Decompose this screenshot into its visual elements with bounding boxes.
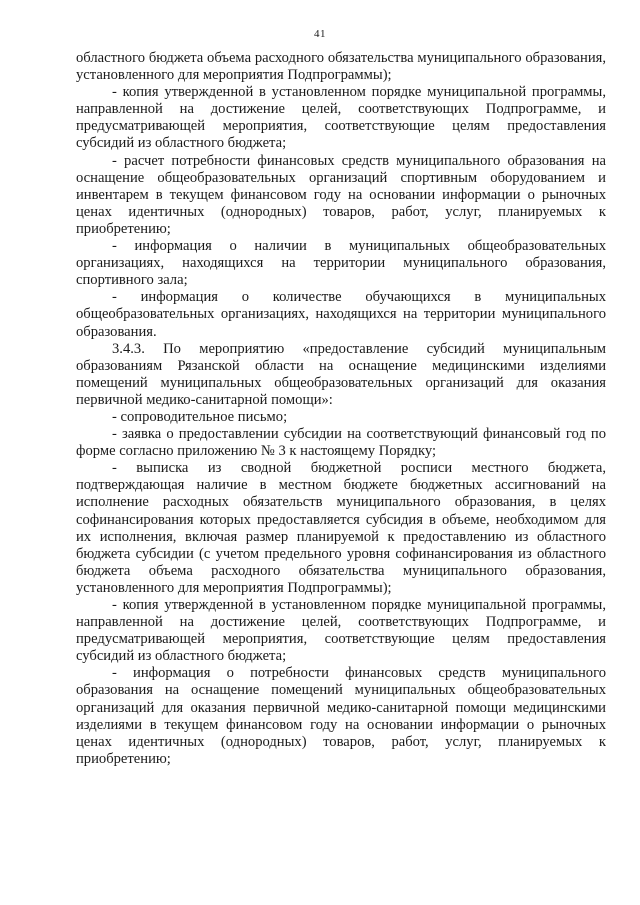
- paragraph: - копия утвержденной в установленном порядке муниципальной программы, направленной на достижение целей, соответствующих Подпрограмме, и предусматривающей мероприятия, соответствующие целям предоставления субсидий из областного бюджета;: [76, 84, 606, 152]
- paragraph: - информация о потребности финансовых средств муниципального образования на оснащение помещений муниципальных общеобразовательных организаций для оказания первичной медико-санитарной помощи медицинскими изделиями в текущем финансовом году на основании информации о рыночных ценах идентичных (однородных) товаров, работ, услуг, планируемых к приобретению;: [76, 665, 606, 767]
- paragraph: - сопроводительное письмо;: [112, 408, 288, 425]
- paragraph: - расчет потребности финансовых средств муниципального образования на оснащение общеобразовательных организаций спортивным оборудованием и инвентарем в текущем финансовом году на основании информации о рыночных ценах идентичных (однородных) товаров, работ, услуг, планируемых к приобретению;: [76, 152, 606, 237]
- paragraph: - выписка из сводной бюджетной росписи местного бюджета, подтверждающая наличие в местном бюджете бюджетных ассигнований на исполнение расходных обязательств муниципального образования, в целях софинансирования которых предоставляется субсидия в объеме, необходимом для их исполнения, включая размер планируемой к предоставлению из областного бюджета субсидии (с учетом предельного уровня софинансирования из областного бюджета объема расходного обязательства муниципального образования, установленного для мероприятия Подпрограммы);: [76, 460, 606, 596]
- page-number: 41: [314, 28, 326, 40]
- paragraph: - информация о наличии в муниципальных общеобразовательных организациях, находящихся на территории муниципального образования, спортивного зала;: [76, 238, 606, 289]
- paragraph: - информация о количестве обучающихся в муниципальных общеобразовательных организациях, находящихся на территории муниципального образования.: [76, 289, 606, 340]
- document-body: [76, 50, 606, 768]
- paragraph: - заявка о предоставлении субсидии на соответствующий финансовый год по форме согласно приложению № 3 к настоящему Порядку;: [76, 426, 606, 460]
- paragraph: областного бюджета объема расходного обязательства муниципального образования, установленного для мероприятия Подпрограммы);: [76, 50, 606, 84]
- paragraph: - копия утвержденной в установленном порядке муниципальной программы, направленной на достижение целей, соответствующих Подпрограмме, и предусматривающей мероприятия, соответствующие целям предоставления субсидий из областного бюджета;: [76, 597, 606, 665]
- paragraph: 3.4.3. По мероприятию «предоставление субсидий муниципальным образованиям Рязанской области на оснащение медицинскими изделиями помещений муниципальных общеобразовательных организаций для оказания первичной медико-санитарной помощи»:: [76, 340, 606, 408]
